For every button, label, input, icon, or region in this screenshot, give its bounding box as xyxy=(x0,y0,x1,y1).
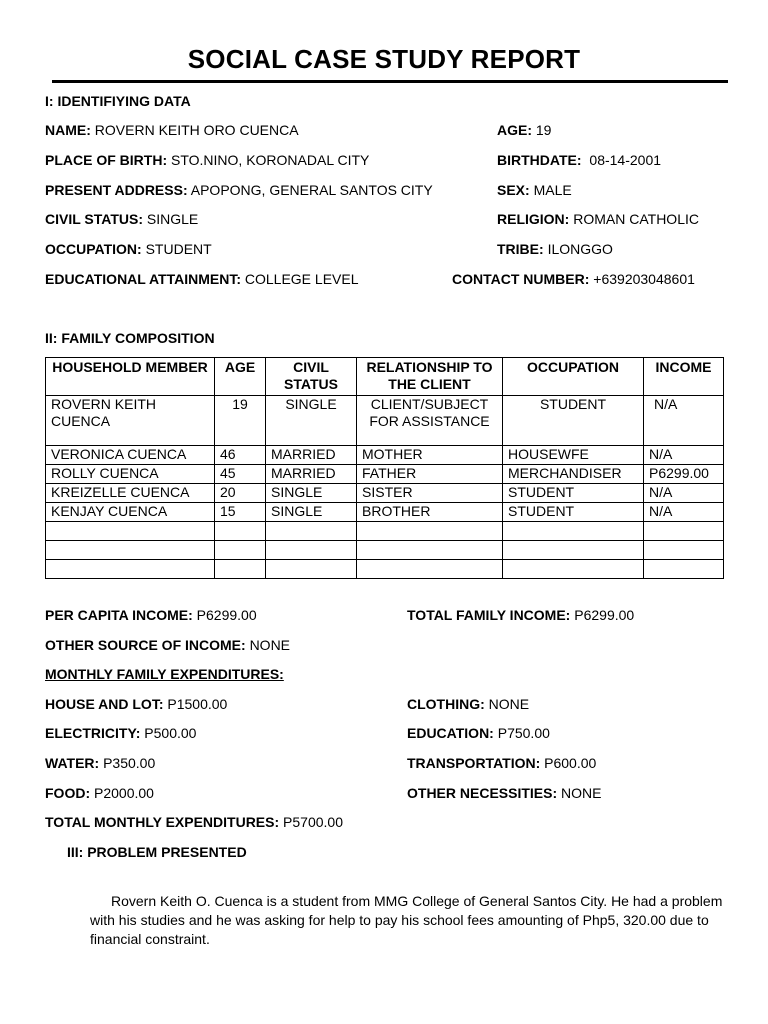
table-cell xyxy=(46,560,215,579)
table-cell xyxy=(266,522,357,541)
electricity-label: ELECTRICITY: xyxy=(45,725,141,741)
section-problem-heading: III: PROBLEM PRESENTED xyxy=(67,844,247,860)
food-value: P2000.00 xyxy=(94,785,154,801)
transportation-row xyxy=(407,755,596,771)
other-source-income-label: OTHER SOURCE OF INCOME: xyxy=(45,637,246,653)
table-cell xyxy=(357,522,503,541)
table-cell: FATHER xyxy=(357,465,503,484)
table-cell: SINGLE xyxy=(266,503,357,522)
house-and-lot-row xyxy=(45,696,227,712)
house-and-lot-value: P1500.00 xyxy=(167,696,228,712)
family-composition-table xyxy=(45,357,724,579)
table-cell: MERCHANDISER xyxy=(503,465,644,484)
civil-status-value: SINGLE xyxy=(146,211,199,227)
other-necessities-row xyxy=(407,785,601,801)
age-value: 19 xyxy=(535,122,552,138)
column-header: CIVIL STATUS xyxy=(266,358,357,396)
age-label: AGE: xyxy=(497,122,532,138)
table-cell xyxy=(503,560,644,579)
education-expense-row xyxy=(407,725,550,741)
table-cell: N/A xyxy=(644,446,724,465)
table-row xyxy=(46,484,724,503)
table-cell: MARRIED xyxy=(266,465,357,484)
table-cell: STUDENT xyxy=(503,484,644,503)
table-cell: 19 xyxy=(215,396,266,446)
present-address-row xyxy=(45,182,433,198)
table-cell: 20 xyxy=(215,484,266,503)
column-header: AGE xyxy=(215,358,266,396)
table-cell xyxy=(357,541,503,560)
table-cell: CLIENT/SUBJECT FOR ASSISTANCE xyxy=(357,396,503,446)
table-cell: N/A xyxy=(644,396,724,446)
clothing-label: CLOTHING: xyxy=(407,696,485,712)
name-row xyxy=(45,122,299,138)
table-cell: MARRIED xyxy=(266,446,357,465)
sex-row xyxy=(497,182,572,198)
total-monthly-expenditures-row xyxy=(45,814,343,830)
section-family-composition-heading: II: FAMILY COMPOSITION xyxy=(45,330,215,346)
table-row xyxy=(46,446,724,465)
water-label: WATER: xyxy=(45,755,100,771)
total-family-income-label: TOTAL FAMILY INCOME: xyxy=(407,607,571,623)
per-capita-income-label: PER CAPITA INCOME: xyxy=(45,607,193,623)
table-cell: P6299.00 xyxy=(644,465,724,484)
table-row-empty xyxy=(46,560,724,579)
report-title: SOCIAL CASE STUDY REPORT xyxy=(187,44,581,74)
present-address-value: APOPONG, GENERAL SANTOS CITY xyxy=(190,182,433,198)
table-row xyxy=(46,396,724,446)
place-of-birth-value: STO.NINO, KORONADAL CITY xyxy=(171,152,370,168)
table-cell: MOTHER xyxy=(357,446,503,465)
table-cell: 46 xyxy=(215,446,266,465)
table-cell xyxy=(644,560,724,579)
table-cell xyxy=(357,560,503,579)
table-cell xyxy=(215,541,266,560)
birthdate-value: 08-14-2001 xyxy=(589,152,662,168)
tribe-label: TRIBE: xyxy=(497,241,544,257)
section-identifying-heading: I: IDENTIFIYING DATA xyxy=(45,93,191,109)
clothing-value: NONE xyxy=(488,696,530,712)
table-cell xyxy=(266,560,357,579)
birthdate-label: BIRTHDATE: xyxy=(497,152,582,168)
table-row-empty xyxy=(46,522,724,541)
occupation-row xyxy=(45,241,212,257)
religion-label: RELIGION: xyxy=(497,211,570,227)
education-expense-value: P750.00 xyxy=(497,725,550,741)
water-row xyxy=(45,755,155,771)
monthly-expenditures-heading: MONTHLY FAMILY EXPENDITURES: xyxy=(45,666,284,682)
table-cell: STUDENT xyxy=(503,396,644,446)
civil-status-row xyxy=(45,211,198,227)
table-cell: 45 xyxy=(215,465,266,484)
place-of-birth-row xyxy=(45,152,369,168)
present-address-label: PRESENT ADDRESS: xyxy=(45,182,188,198)
table-cell: KREIZELLE CUENCA xyxy=(46,484,215,503)
contact-number-value: +639203048601 xyxy=(593,271,695,287)
column-header: INCOME xyxy=(644,358,724,396)
table-cell xyxy=(215,522,266,541)
educational-attainment-value: COLLEGE LEVEL xyxy=(244,271,359,287)
tribe-value: ILONGGO xyxy=(547,241,613,257)
table-cell: KENJAY CUENCA xyxy=(46,503,215,522)
table-cell: SINGLE xyxy=(266,484,357,503)
per-capita-income-value: P6299.00 xyxy=(196,607,257,623)
contact-number-row xyxy=(452,271,695,287)
problem-paragraph: Rovern Keith O. Cuenca is a student from MMG College of General Santos City. He had a problem with his studies and he was asking for help to pay his school fees amounting of Php5, 320.00 due to financial constraint. xyxy=(90,893,723,947)
total-family-income-row xyxy=(407,607,634,623)
table-cell xyxy=(503,522,644,541)
table-cell xyxy=(46,541,215,560)
table-cell: HOUSEWFE xyxy=(503,446,644,465)
table-cell: ROLLY CUENCA xyxy=(46,465,215,484)
per-capita-income-row xyxy=(45,607,257,623)
other-source-income-row xyxy=(45,637,290,653)
age-row xyxy=(497,122,551,138)
clothing-row xyxy=(407,696,529,712)
place-of-birth-label: PLACE OF BIRTH: xyxy=(45,152,168,168)
column-header: HOUSEHOLD MEMBER xyxy=(46,358,215,396)
table-cell: ROVERN KEITH CUENCA xyxy=(46,396,215,446)
table-cell xyxy=(215,560,266,579)
sex-value: MALE xyxy=(533,182,572,198)
total-family-income-value: P6299.00 xyxy=(574,607,635,623)
occupation-label: OCCUPATION: xyxy=(45,241,142,257)
table-cell xyxy=(644,541,724,560)
electricity-row xyxy=(45,725,196,741)
educational-attainment-row xyxy=(45,271,359,287)
table-row xyxy=(46,465,724,484)
contact-number-label: CONTACT NUMBER: xyxy=(452,271,590,287)
birthdate-row xyxy=(497,152,661,168)
electricity-value: P500.00 xyxy=(144,725,197,741)
title-underline-thin xyxy=(52,82,728,83)
food-row xyxy=(45,785,154,801)
occupation-value: STUDENT xyxy=(145,241,212,257)
religion-value: ROMAN CATHOLIC xyxy=(573,211,699,227)
education-expense-label: EDUCATION: xyxy=(407,725,494,741)
table-row-empty xyxy=(46,541,724,560)
table-cell xyxy=(644,522,724,541)
table-cell xyxy=(503,541,644,560)
tribe-row xyxy=(497,241,613,257)
column-header: OCCUPATION xyxy=(503,358,644,396)
table-cell: SISTER xyxy=(357,484,503,503)
transportation-label: TRANSPORTATION: xyxy=(407,755,541,771)
table-cell: N/A xyxy=(644,503,724,522)
other-source-income-value: NONE xyxy=(249,637,291,653)
column-header: RELATIONSHIP TO THE CLIENT xyxy=(357,358,503,396)
table-cell: N/A xyxy=(644,484,724,503)
table-cell: STUDENT xyxy=(503,503,644,522)
total-monthly-expenditures-label: TOTAL MONTHLY EXPENDITURES: xyxy=(45,814,280,830)
house-and-lot-label: HOUSE AND LOT: xyxy=(45,696,164,712)
table-cell: BROTHER xyxy=(357,503,503,522)
other-necessities-value: NONE xyxy=(561,785,602,801)
table-cell: 15 xyxy=(215,503,266,522)
water-value: P350.00 xyxy=(103,755,156,771)
transportation-value: P600.00 xyxy=(544,755,597,771)
table-cell xyxy=(46,522,215,541)
other-necessities-label: OTHER NECESSITIES: xyxy=(407,785,558,801)
table-row xyxy=(46,503,724,522)
civil-status-label: CIVIL STATUS: xyxy=(45,211,143,227)
religion-row xyxy=(497,211,699,227)
table-cell: VERONICA CUENCA xyxy=(46,446,215,465)
table-cell: SINGLE xyxy=(266,396,357,446)
sex-label: SEX: xyxy=(497,182,530,198)
table-cell xyxy=(266,541,357,560)
total-monthly-expenditures-value: P5700.00 xyxy=(283,814,343,830)
educational-attainment-label: EDUCATIONAL ATTAINMENT: xyxy=(45,271,241,287)
food-label: FOOD: xyxy=(45,785,91,801)
name-value: ROVERN KEITH ORO CUENCA xyxy=(94,122,299,138)
table-header-row xyxy=(46,358,724,396)
name-label: NAME: xyxy=(45,122,91,138)
